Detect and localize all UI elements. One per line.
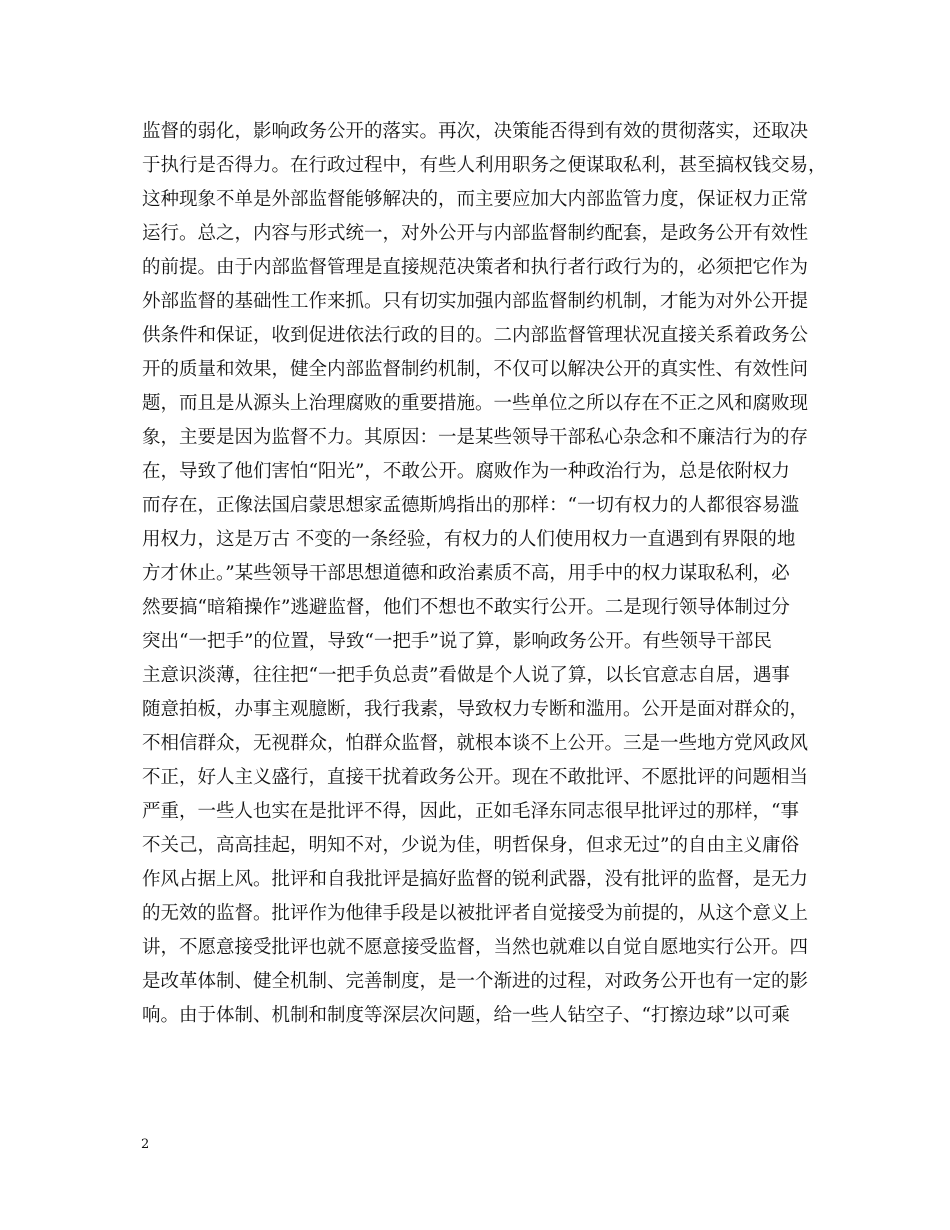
- page-number: 2: [141, 1137, 150, 1152]
- text-line: 是改革体制、健全机制、完善制度，是一个渐进的过程，对政务公开也有一定的影: [142, 971, 809, 992]
- text-line: 监督的弱化，影响政务公开的落实。再次，决策能否得到有效的贯彻落实，还取决: [142, 121, 809, 142]
- text-line: 不正，好人主义盛行，直接干扰着政务公开。现在不敢批评、不愿批评的问题相当: [142, 767, 809, 788]
- text-line: 随意拍板，办事主观臆断，我行我素，导致权力专断和滥用。公开是面对群众的，: [142, 699, 809, 720]
- text-line: 不关己，高高挂起，明知不对，少说为佳，明哲保身，但求无过”的自由主义庸俗: [142, 835, 799, 856]
- text-line: 严重，一些人也实在是批评不得，因此，正如毛泽东同志很早批评过的那样，“事: [142, 801, 799, 822]
- text-line: 方才休止。”某些领导干部思想道德和政治素质不高，用手中的权力谋取私利，必: [142, 563, 790, 584]
- text-line: 的无效的监督。批评作为他律手段是以被批评者自觉接受为前提的，从这个意义上: [142, 903, 809, 924]
- text-line: 主意识淡薄，往往把“一把手负总责”看做是个人说了算，以长官意志自居，遇事: [142, 665, 790, 686]
- text-line: 供条件和保证，收到促进依法行政的目的。二内部监督管理状况直接关系着政务公: [142, 325, 809, 346]
- text-line: 运行。总之，内容与形式统一，对外公开与内部监督制约配套，是政务公开有效性: [142, 223, 809, 244]
- text-line: 于执行是否得力。在行政过程中，有些人利用职务之便谋取私利，甚至搞权钱交易，: [142, 155, 827, 176]
- text-line: 题，而且是从源头上治理腐败的重要措施。一些单位之所以存在不正之风和腐败现: [142, 393, 809, 414]
- text-line: 不相信群众，无视群众，怕群众监督，就根本谈不上公开。三是一些地方党风政风: [142, 733, 809, 754]
- text-line: 外部监督的基础性工作来抓。只有切实加强内部监督制约机制，才能为对外公开提: [142, 291, 809, 312]
- text-line: 响。由于体制、机制和制度等深层次问题，给一些人钻空子、“打擦边球”以可乘: [142, 1005, 790, 1026]
- text-line: 在，导致了他们害怕“阳光”，不敢公开。腐败作为一种政治行为，总是依附权力: [142, 461, 790, 482]
- text-line: 突出“一把手”的位置，导致“一把手”说了算，影响政务公开。有些领导干部民: [142, 631, 772, 652]
- text-line: 这种现象不单是外部监督能够解决的，而主要应加大内部监管力度，保证权力正常: [142, 189, 809, 210]
- text-line: 作风占据上风。批评和自我批评是搞好监督的锐利武器，没有批评的监督，是无力: [142, 869, 809, 890]
- text-line: 的前提。由于内部监督管理是直接规范决策者和执行者行政行为的，必须把它作为: [142, 257, 809, 278]
- text-line: 用权力，这是万古 不变的一条经验，有权力的人们使用权力一直遇到有界限的地: [142, 529, 796, 550]
- body-text: [142, 115, 827, 1033]
- text-line: 然要搞“暗箱操作”逃避监督，他们不想也不敢实行公开。二是现行领导体制过分: [142, 597, 790, 618]
- text-line: 讲，不愿意接受批评也就不愿意接受监督，当然也就难以自觉自愿地实行公开。四: [142, 937, 809, 958]
- text-line: 开的质量和效果，健全内部监督制约机制，不仅可以解决公开的真实性、有效性问: [142, 359, 809, 380]
- text-line: 象，主要是因为监督不力。其原因：一是某些领导干部私心杂念和不廉洁行为的存: [142, 427, 809, 448]
- text-line: 而存在，正像法国启蒙思想家孟德斯鸠指出的那样：“一切有权力的人都很容易滥: [142, 495, 799, 516]
